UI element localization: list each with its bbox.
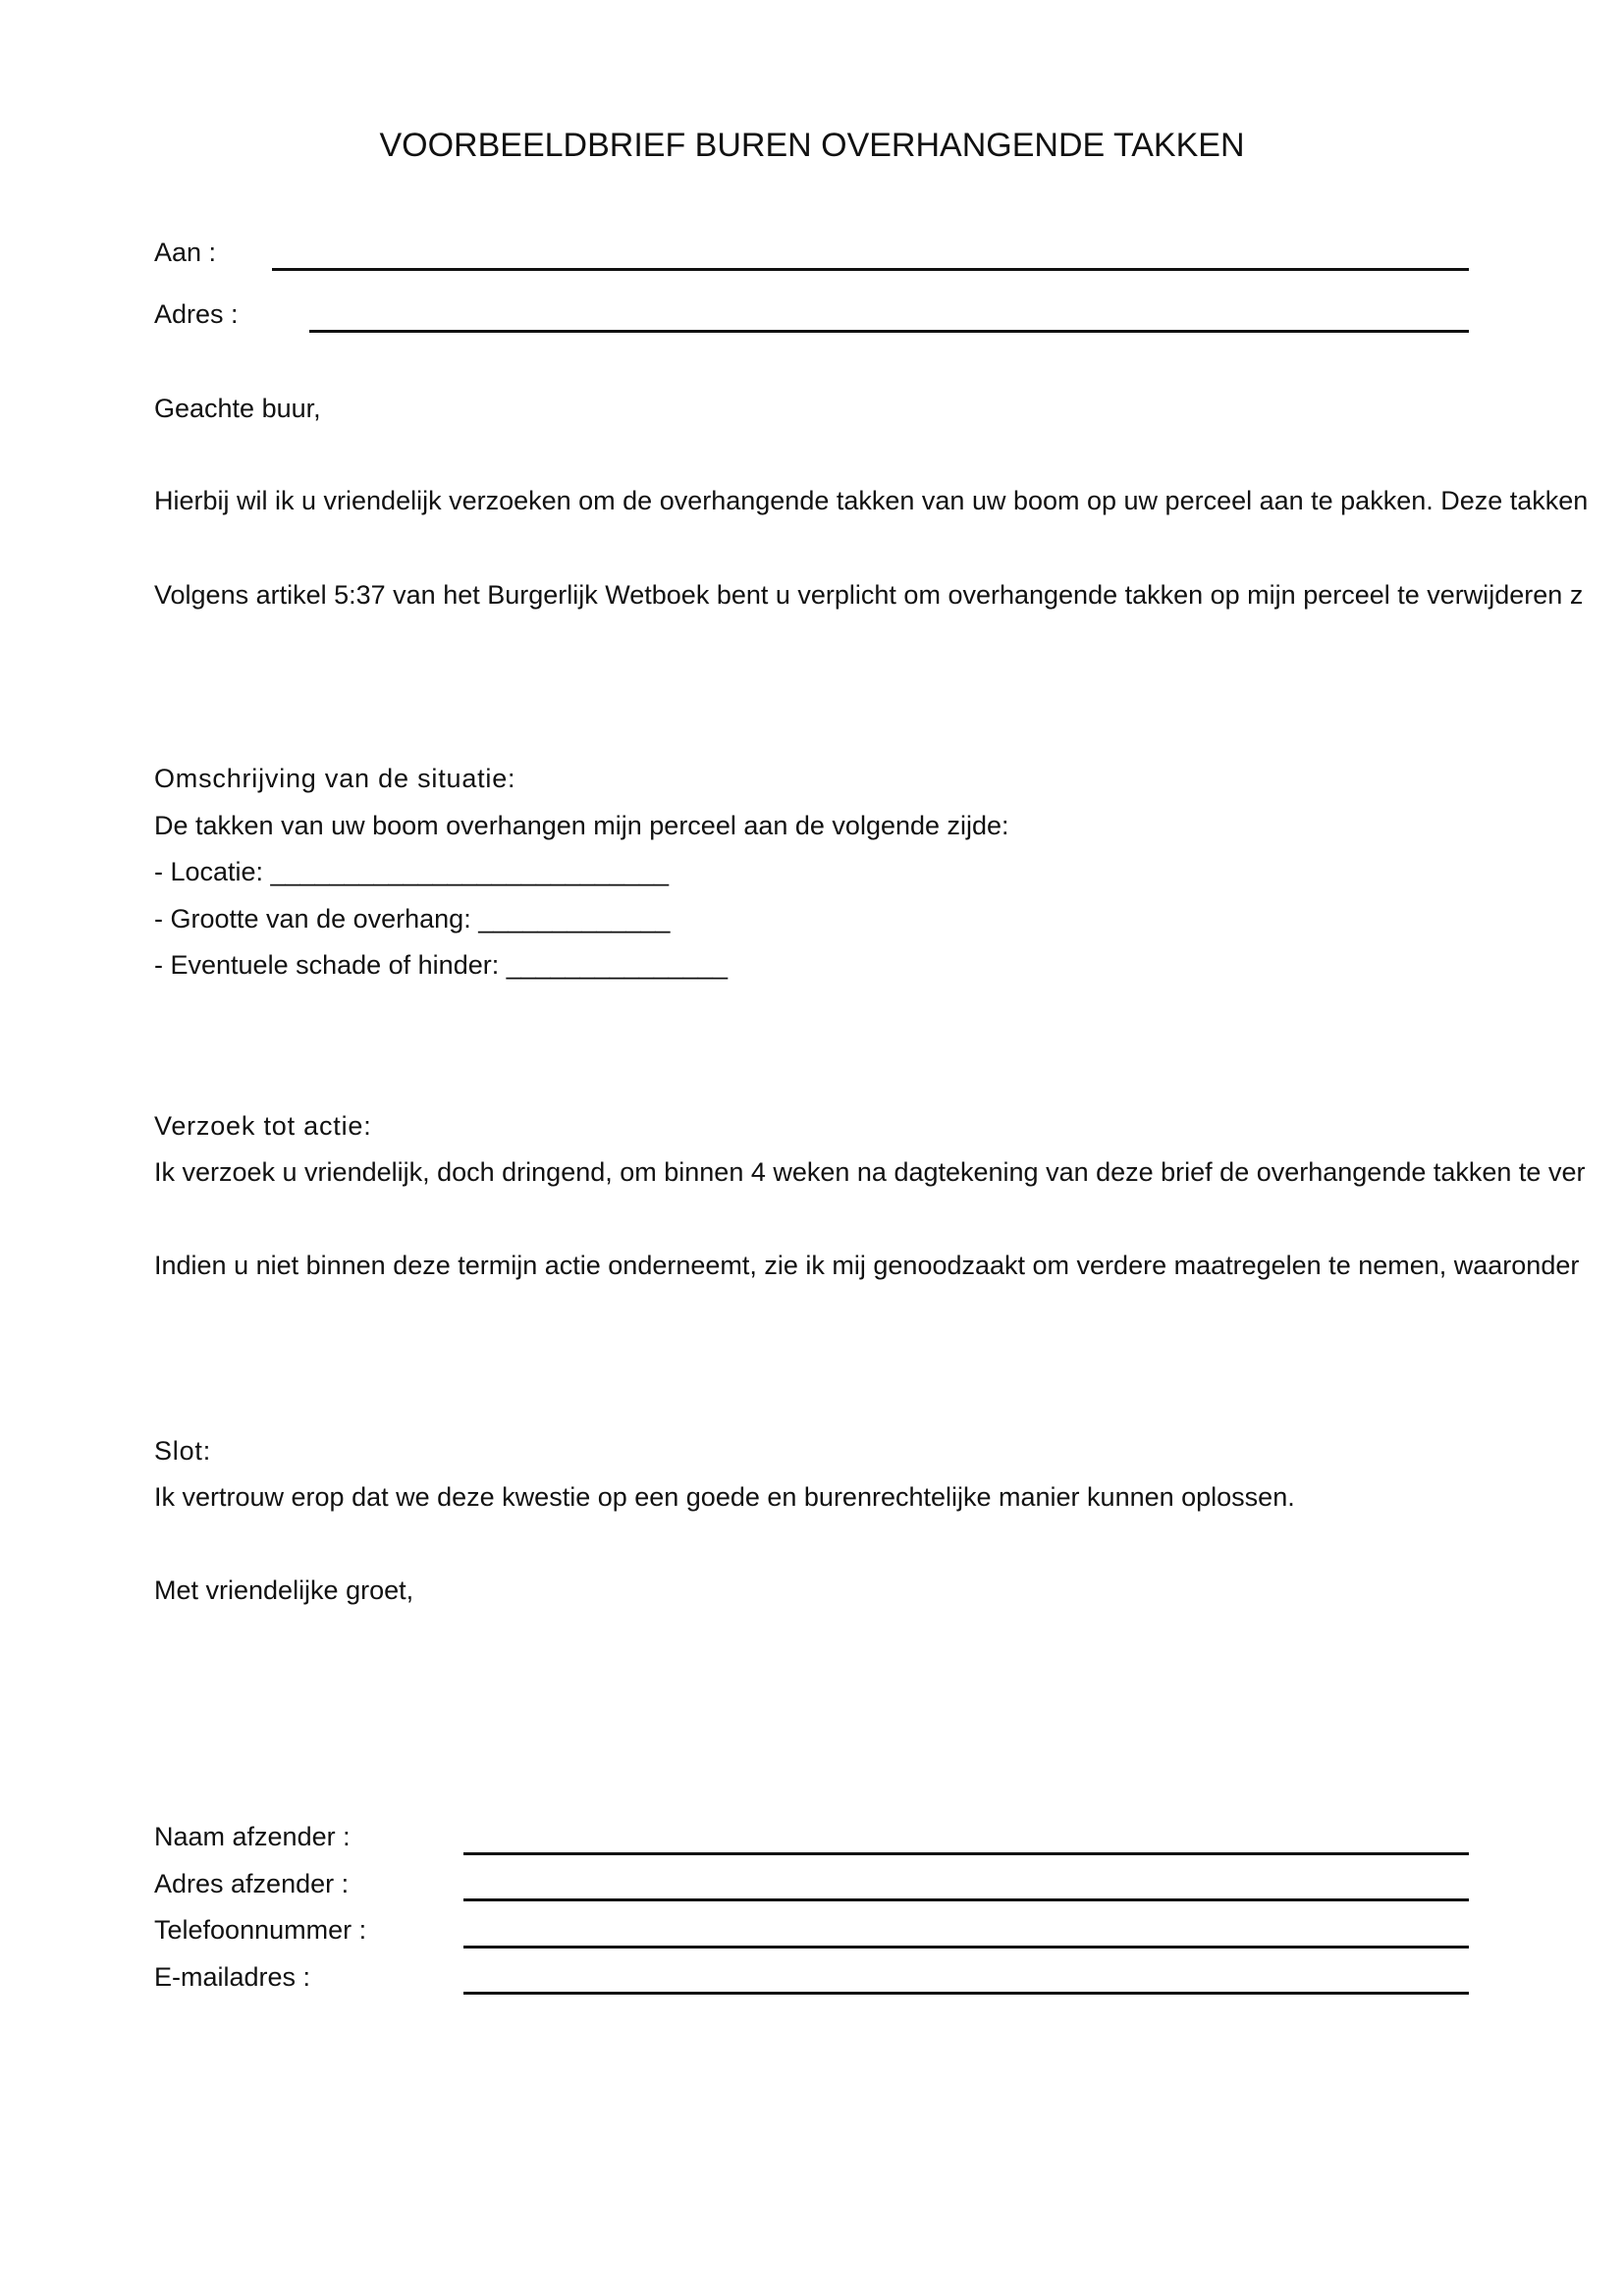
action-heading: Verzoek tot actie: xyxy=(154,1111,372,1141)
closing-text: Ik vertrouw erop dat we deze kwestie op een goede en burenrechtelijke manier kunnen oplossen. xyxy=(154,1482,1295,1512)
sender-address-field-line[interactable] xyxy=(463,1898,1469,1901)
paragraph-request: Hierbij wil ik u vriendelijk verzoeken om de overhangende takken van uw boom op uw perceel aan te pakken. Deze takken xyxy=(154,486,1589,515)
situation-overhang-size: - Grootte van de overhang: _____________ xyxy=(154,904,671,934)
recipient-label: Aan : xyxy=(154,238,217,267)
sender-name-field-line[interactable] xyxy=(463,1852,1469,1855)
recipient-field-line[interactable] xyxy=(272,268,1469,271)
action-consequence: Indien u niet binnen deze termijn actie onderneemt, zie ik mij genoodzaakt om verdere maatregelen te nemen, waaronder xyxy=(154,1251,1580,1280)
paragraph-legal: Volgens artikel 5:37 van het Burgerlijk Wetboek bent u verplicht om overhangende takken op mijn perceel te verwijderen z xyxy=(154,580,1584,610)
closing-heading: Slot: xyxy=(154,1436,212,1466)
sender-phone-label: Telefoonnummer : xyxy=(154,1915,367,1945)
situation-damage: - Eventuele schade of hinder: _______________ xyxy=(154,950,728,980)
action-request: Ik verzoek u vriendelijk, doch dringend, om binnen 4 weken na dagtekening van deze brief de overhangende takken te ver xyxy=(154,1157,1586,1187)
closing-regards: Met vriendelijke groet, xyxy=(154,1575,414,1605)
sender-name-label: Naam afzender : xyxy=(154,1822,351,1851)
address-label: Adres : xyxy=(154,299,239,329)
situation-heading: Omschrijving van de situatie: xyxy=(154,764,516,793)
greeting: Geachte buur, xyxy=(154,394,321,423)
situation-location: - Locatie: ___________________________ xyxy=(154,857,669,886)
address-field-line[interactable] xyxy=(309,330,1469,333)
sender-email-label: E-mailadres : xyxy=(154,1962,311,1992)
sender-address-label: Adres afzender : xyxy=(154,1869,350,1898)
letter-title: VOORBEELDBRIEF BUREN OVERHANGENDE TAKKEN xyxy=(379,127,1245,164)
situation-intro: De takken van uw boom overhangen mijn perceel aan de volgende zijde: xyxy=(154,811,1009,840)
sender-phone-field-line[interactable] xyxy=(463,1946,1469,1949)
sender-email-field-line[interactable] xyxy=(463,1992,1469,1995)
